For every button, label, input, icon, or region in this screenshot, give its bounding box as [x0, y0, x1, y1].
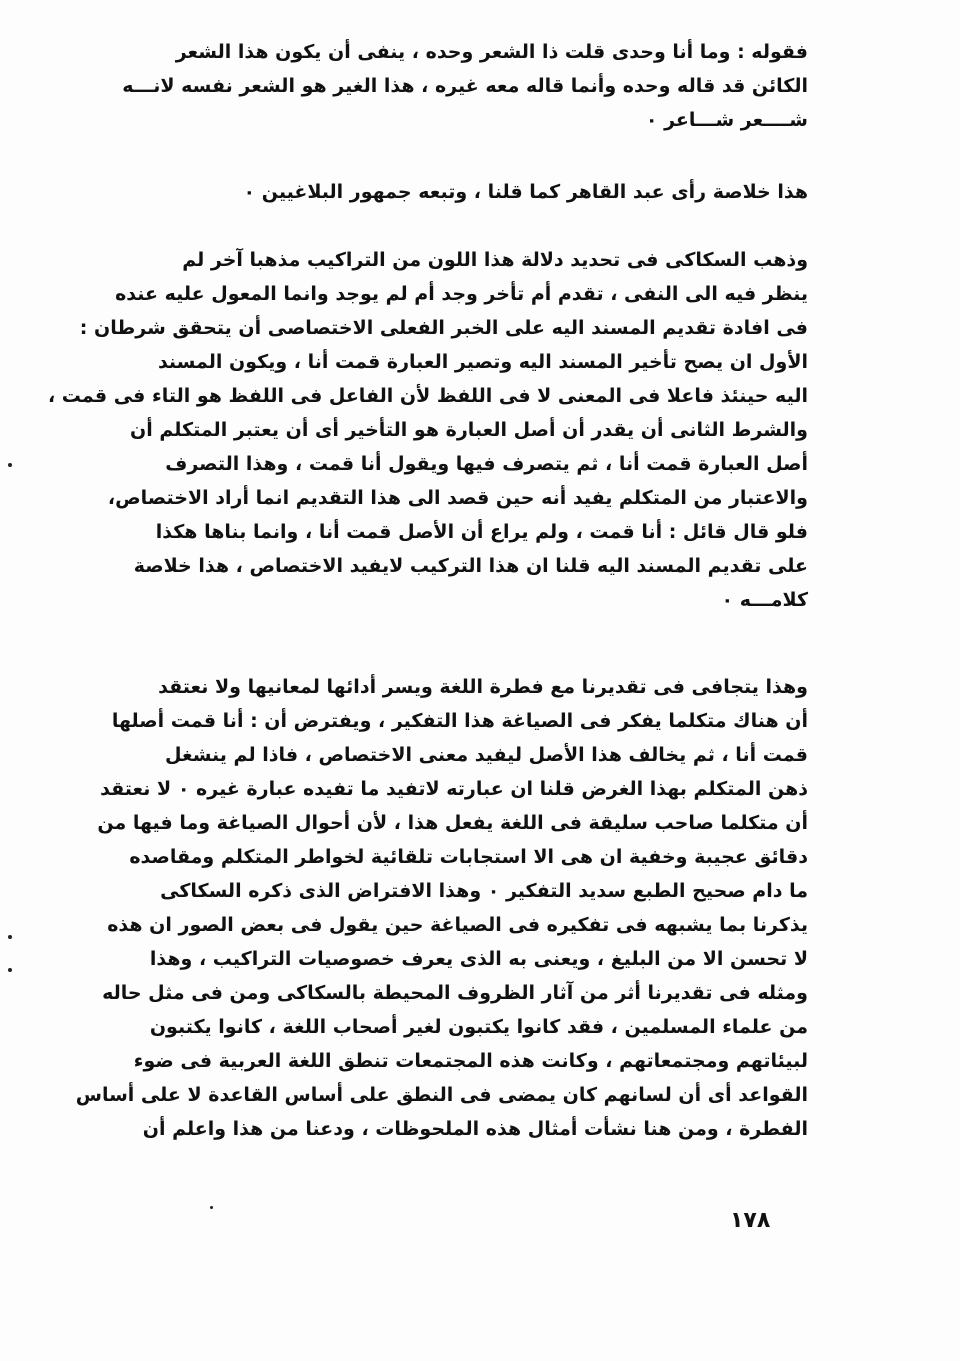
- text-line: لا تحسن الا من البليغ ، ويعنى به الذى يعرف خصوصيات التراكيب ، وهذا: [149, 948, 808, 970]
- text-line: ومثله فى تقديرنا أثر من آثار الظروف المحيطة بالسكاكى ومن فى مثل حاله: [102, 982, 808, 1004]
- text-line: ما دام صحيح الطبع سديد التفكير ٠ وهذا الافتراض الذى ذكره السكاكى: [160, 880, 808, 902]
- paragraph: [47, 243, 808, 617]
- paragraph: [75, 670, 808, 1146]
- text-line: والاعتبار من المتكلم يفيد أنه حين قصد الى هذا التقديم انما أراد الاختصاص،: [107, 487, 808, 509]
- text-line: يذكرنا بما يشبهه فى تفكيره فى الصياغة حين يقول فى بعض الصور ان هذه: [107, 914, 808, 936]
- text-line: فقوله : وما أنا وحدى قلت ذا الشعر وحده ، ينفى أن يكون هذا الشعر: [175, 41, 808, 63]
- text-line: ذهن المتكلم بهذا الغرض قلنا ان عبارته لاتفيد ما تفيده عبارة غيره ٠ لا نعتقد: [100, 778, 808, 800]
- text-line: أن متكلما صاحب سليقة فى اللغة يفعل هذا ، لأن أحوال الصياغة وما فيها من: [97, 812, 808, 834]
- text-line: كلامـــه ٠: [721, 589, 808, 611]
- text-line: من علماء المسلمين ، فقد كانوا يكتبون لغير أصحاب اللغة ، كانوا يكتبون: [149, 1016, 808, 1038]
- scan-speck: [210, 1206, 213, 1209]
- text-line: وهذا يتجافى فى تقديرنا مع فطرة اللغة ويسر أدائها لمعانيها ولا نعتقد: [158, 676, 808, 698]
- text-line: والشرط الثانى أن يقدر أن أصل العبارة هو التأخير أى أن يعتبر المتكلم أن: [130, 419, 808, 441]
- text-line: الفطرة ، ومن هنا نشأت أمثال هذه الملحوظات ، ودعنا من هذا واعلم أن: [142, 1118, 808, 1140]
- scan-speck: [8, 968, 12, 972]
- text-line: دقائق عجيبة وخفية ان هى الا استجابات تلقائية لخواطر المتكلم ومقاصده: [129, 846, 808, 868]
- paragraph: [122, 35, 808, 137]
- scan-speck: [8, 463, 12, 467]
- text-line: اليه حينئذ فاعلا فى المعنى لا فى اللفظ لأن الفاعل فى اللفظ هو التاء فى قمت ،: [47, 385, 808, 407]
- text-line: على تقديم المسند اليه قلنا ان هذا التركيب لايفيد الاختصاص ، هذا خلاصة: [133, 555, 808, 577]
- text-line: الأول ان يصح تأخير المسند اليه وتصير العبارة قمت أنا ، ويكون المسند: [157, 351, 808, 373]
- text-line: الكائن قد قاله وحده وأنما قاله معه غيره ، هذا الغير هو الشعر نفسه لانـــه: [122, 75, 808, 97]
- text-line: أصل العبارة قمت أنا ، ثم يتصرف فيها ويقول أنا قمت ، وهذا التصرف: [165, 453, 808, 475]
- text-line: القواعد أى أن لسانهم كان يمضى فى النطق على أساس القاعدة لا على أساس: [75, 1084, 808, 1106]
- text-line: ينظر فيه الى النفى ، تقدم أم تأخر وجد أم لم يوجد وانما المعول عليه عنده: [115, 283, 808, 305]
- text-line: أن هناك متكلما يفكر فى الصياغة هذا التفكير ، ويفترض أن : أنا قمت أصلها: [111, 710, 808, 732]
- text-line: لبيئاتهم ومجتمعاتهم ، وكانت هذه المجتمعات تنطق اللغة العربية فى ضوء: [133, 1050, 808, 1072]
- text-line: شــــعر شـــاعر ٠: [645, 109, 808, 131]
- page-number: ١٧٨: [730, 1208, 771, 1233]
- text-line: قمت أنا ، ثم يخالف هذا الأصل ليفيد معنى الاختصاص ، فاذا لم ينشغل: [165, 744, 808, 766]
- paragraph: [132, 175, 808, 209]
- scan-speck: [8, 935, 12, 939]
- text-line: فى افادة تقديم المسند اليه على الخبر الفعلى الاختصاصى أن يتحقق شرطان :: [79, 317, 808, 339]
- text-line: فلو قال قائل : أنا قمت ، ولم يراع أن الأصل قمت أنا ، وانما بناها هكذا: [155, 521, 808, 543]
- text-line: وذهب السكاكى فى تحديد دلالة هذا اللون من التراكيب مذهبا آخر لم: [182, 249, 808, 271]
- text-line: هذا خلاصة رأى عبد القاهر كما قلنا ، وتبعه جمهور البلاغيين ٠: [243, 181, 808, 203]
